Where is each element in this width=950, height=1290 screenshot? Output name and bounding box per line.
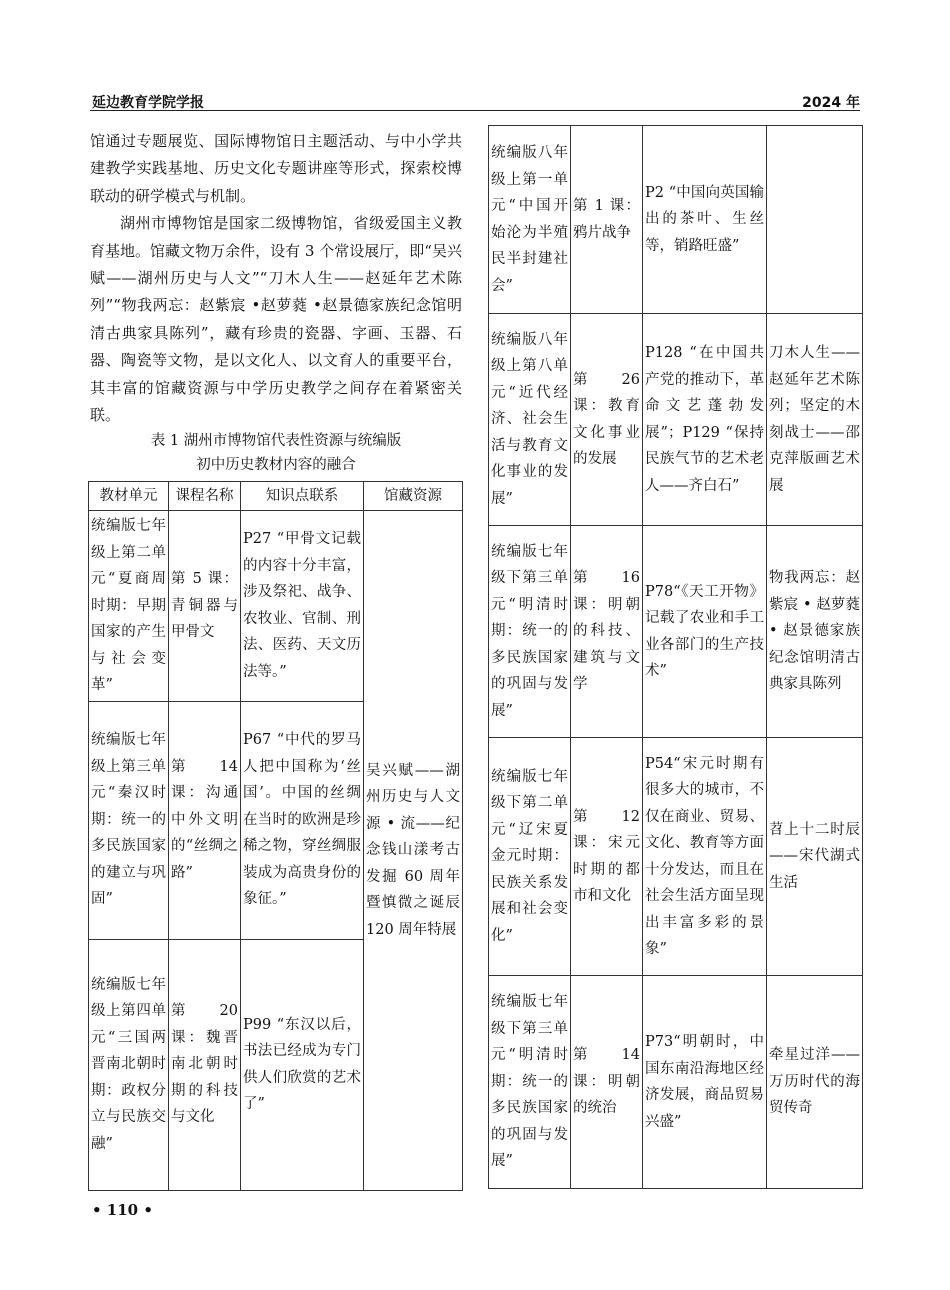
cell-resource: 物我两忘：赵紫宸 • 赵萝蕤 • 赵景德家族纪念馆明清古典家具陈列 xyxy=(767,526,863,738)
cell-lesson: 第 1 课：鸦片战争 xyxy=(571,126,643,314)
cell-point: P54“宋元时期有很多大的城市，不仅在商业、贸易、文化、教育等方面十分发达，而且在社会生活方面呈现出丰富多彩的景象” xyxy=(643,738,767,976)
cell-point: P78“《天工开物》记载了农业和手工业各部门的生产技术” xyxy=(643,526,767,738)
cell-lesson: 第 20 课：魏晋南北朝时期的科技与文化 xyxy=(169,939,241,1190)
cell-unit: 统编版七年级下第二单元“辽宋夏金元时期：民族关系发展和社会变化” xyxy=(489,738,571,976)
table-part-2 xyxy=(488,125,863,1189)
cell-resource: 刀木人生——赵延年艺术陈列；坚定的木刻战士——邵克萍版画艺术展 xyxy=(767,314,863,526)
cell-lesson: 第 5 课：青铜器与甲骨文 xyxy=(169,511,241,702)
cell-resource-merged: 吴兴赋——湖州历史与人文源 • 流——纪念钱山漾考古发掘 60 周年暨慎微之诞辰 120 周年特展 xyxy=(364,511,463,1191)
table-caption-line-1: 表 1 湖州市博物馆代表性资源与统编版 xyxy=(150,433,402,450)
table-row xyxy=(489,314,863,526)
cell-resource: 牵星过洋——万历时代的海贸传奇 xyxy=(767,976,863,1189)
cell-unit: 统编版七年级上第四单元“三国两晋南北朝时期：政权分立与民族交融” xyxy=(89,939,169,1190)
header-point: 知识点联系 xyxy=(241,482,364,511)
left-column xyxy=(90,128,462,477)
table-row xyxy=(489,976,863,1189)
cell-unit: 统编版七年级下第三单元“明清时期：统一的多民族国家的巩固与发展” xyxy=(489,526,571,738)
page-number: • 110 • xyxy=(92,1201,153,1219)
table-header-row xyxy=(89,482,463,511)
cell-lesson: 第 16 课：明朝的科技、建筑与文学 xyxy=(571,526,643,738)
journal-title: 延边教育学院学报 xyxy=(92,95,204,111)
journal-year: 2024 年 xyxy=(802,95,860,111)
cell-unit: 统编版八年级上第一单元“中国开始沦为半殖民半封建社会” xyxy=(489,126,571,314)
cell-resource xyxy=(767,126,863,314)
paragraph-2: 湖州市博物馆是国家二级博物馆，省级爱国主义教育基地。馆藏文物万余件，设有 3 个常设展厅，即“吴兴赋——湖州历史与人文”“刀木人生——赵延年艺术陈列”“物我两忘：赵紫宸 •赵萝蕤 •赵景德家族纪念馆明清古典家具陈列”，藏有珍贵的瓷器、字画、玉器、石器、陶瓷等文物，是以文化人、以文育人的重要平台，其丰富的馆藏资源与中学历史教学之间存在着紧密关联。 xyxy=(90,214,462,425)
cell-resource: 苕上十二时辰——宋代湖式生活 xyxy=(767,738,863,976)
cell-unit: 统编版七年级上第三单元“秦汉时期：统一的多民族国家的建立与巩固” xyxy=(89,701,169,939)
table-caption-line-2: 初中历史教材内容的融合 xyxy=(196,457,356,474)
cell-point: P128 “在中国共产党的推动下，革命文艺蓬勃发展”；P129 “保持民族气节的艺术老人——齐白石” xyxy=(643,314,767,526)
cell-unit: 统编版七年级上第二单元“夏商周时期：早期国家的产生与社会变革” xyxy=(89,511,169,702)
table-caption xyxy=(90,429,462,477)
header-unit: 教材单元 xyxy=(89,482,169,511)
cell-lesson: 第 26 课：教育文化事业的发展 xyxy=(571,314,643,526)
cell-lesson: 第 14 课：明朝的统治 xyxy=(571,976,643,1189)
table-row xyxy=(489,126,863,314)
header-lesson: 课程名称 xyxy=(169,482,241,511)
table-row xyxy=(489,738,863,976)
cell-point: P2 “中国向英国输出的茶叶、生丝等，销路旺盛” xyxy=(643,126,767,314)
cell-lesson: 第 14 课：沟通中外文明的“丝绸之路” xyxy=(169,701,241,939)
cell-lesson: 第 12 课：宋元时期的都市和文化 xyxy=(571,738,643,976)
cell-point: P27 “甲骨文记载的内容十分丰富，涉及祭祀、战争、农牧业、官制、刑法、医药、天文历法等。” xyxy=(241,511,364,702)
paragraph-1: 馆通过专题展览、国际博物馆日主题活动、与中小学共建教学实践基地、历史文化专题讲座等形式，探索校博联动的研学模式与机制。 xyxy=(90,132,462,205)
cell-unit: 统编版七年级下第三单元“明清时期：统一的多民族国家的巩固与发展” xyxy=(489,976,571,1189)
table-part-1 xyxy=(88,481,463,1191)
cell-point: P73“明朝时，中国东南沿海地区经济发展，商品贸易兴盛” xyxy=(643,976,767,1189)
cell-point: P67 “中代的罗马人把中国称为‘丝国’。中国的丝绸在当时的欧洲是珍稀之物，穿丝绸服装成为高贵身份的象征。” xyxy=(241,701,364,939)
cell-point: P99 “东汉以后，书法已经成为专门供人们欣赏的艺术了” xyxy=(241,939,364,1190)
header-resource: 馆藏资源 xyxy=(364,482,463,511)
table-row xyxy=(89,511,463,702)
table-row xyxy=(489,526,863,738)
cell-unit: 统编版八年级上第八单元“近代经济、社会生活与教育文化事业的发展” xyxy=(489,314,571,526)
header-rule xyxy=(90,110,860,111)
